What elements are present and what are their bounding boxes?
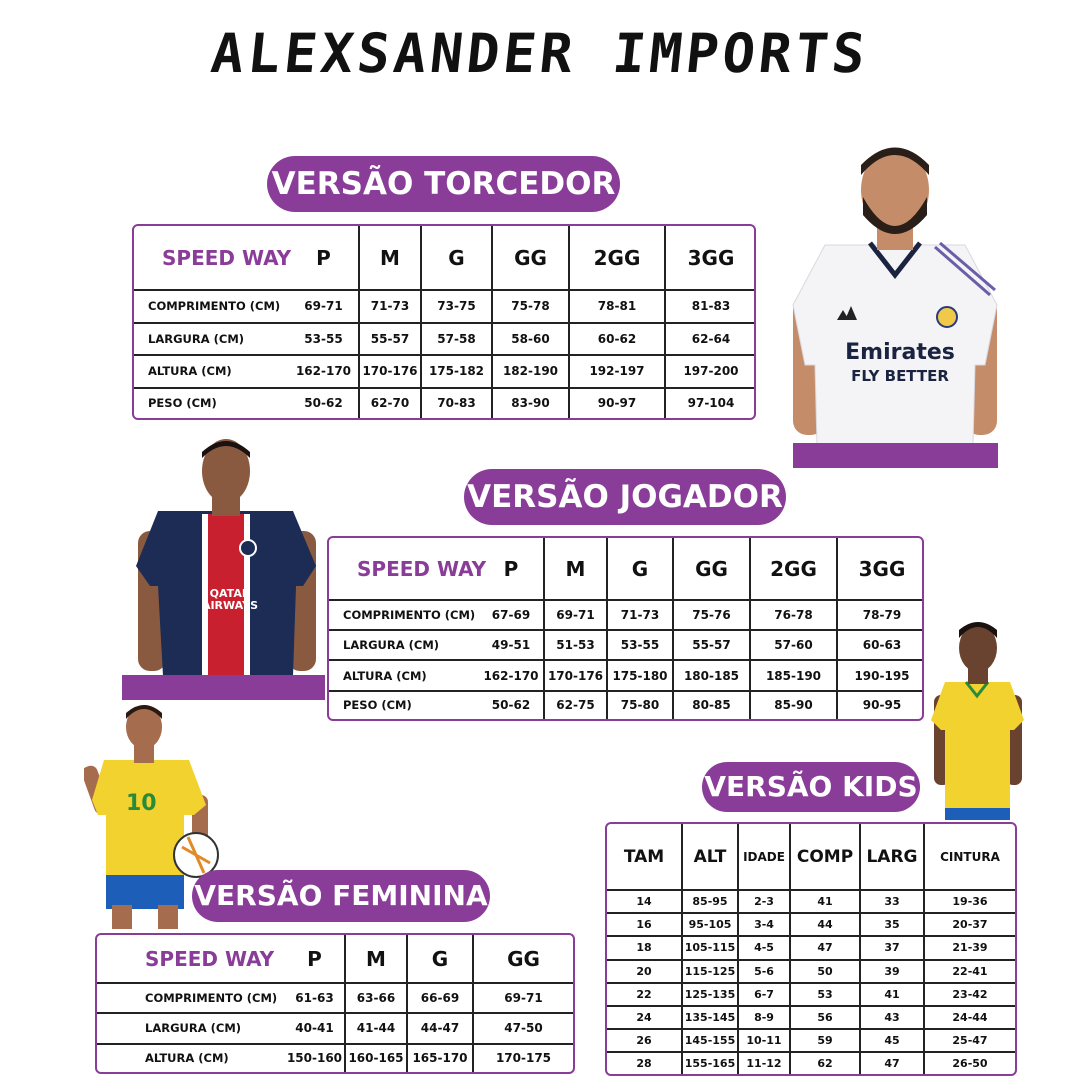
size-value: 71-73 (359, 290, 421, 323)
size-value: 192-197 (569, 355, 665, 388)
size-header: 2GG (569, 226, 665, 290)
kids-cell: 145-155 (682, 1029, 738, 1052)
table-row (329, 660, 924, 690)
size-value: 62-64 (665, 323, 756, 356)
size-header: P (503, 556, 519, 581)
kids-cell: 35 (860, 913, 924, 936)
section-title-kids: VERSÃO KIDS (702, 762, 920, 812)
jersey-sponsor-line1: Emirates (845, 340, 955, 365)
size-value: 78-79 (837, 600, 924, 630)
speedway-label: SPEED WAY (162, 245, 292, 270)
row-label: COMPRIMENTO (CM) (134, 290, 289, 323)
size-header: 3GG (665, 226, 756, 290)
kids-cell: 125-135 (682, 983, 738, 1006)
size-value: 170-176 (544, 660, 607, 690)
table-row (607, 1052, 1015, 1074)
size-value: 53-55 (289, 323, 359, 356)
speedway-label: SPEED WAY (145, 946, 275, 971)
size-value: 69-71 (473, 983, 573, 1013)
size-value: 58-60 (492, 323, 569, 356)
size-value: 49-51 (479, 630, 544, 660)
kids-cell: 28 (607, 1052, 682, 1074)
size-value: 75-78 (492, 290, 569, 323)
kids-cell: 47 (860, 1052, 924, 1074)
table-row (607, 960, 1015, 983)
size-value: 71-73 (607, 600, 673, 630)
size-table-kids (605, 822, 1017, 1076)
kids-cell: 2-3 (738, 890, 790, 913)
size-value: 60-62 (569, 323, 665, 356)
kids-cell: 23-42 (924, 983, 1015, 1006)
size-value: 75-76 (673, 600, 750, 630)
size-value: 55-57 (359, 323, 421, 356)
size-value: 40-41 (285, 1013, 345, 1043)
table-row (607, 913, 1015, 936)
kids-cell: 155-165 (682, 1052, 738, 1074)
row-label: LARGURA (CM) (134, 323, 289, 356)
size-value: 73-75 (421, 290, 492, 323)
size-value: 97-104 (665, 388, 756, 419)
section-title-torcedor: VERSÃO TORCEDOR (267, 156, 620, 212)
size-value: 160-165 (345, 1044, 407, 1072)
size-header: P (307, 946, 322, 971)
size-value: 51-53 (544, 630, 607, 660)
size-value: 62-70 (359, 388, 421, 419)
kids-cell: 45 (860, 1029, 924, 1052)
section-title-jogador: VERSÃO JOGADOR (464, 469, 786, 525)
size-value: 70-83 (421, 388, 492, 419)
player-real-madrid-figure (785, 135, 1005, 445)
size-value: 69-71 (289, 290, 359, 323)
brand-title: ALEXSANDER IMPORTS (208, 22, 872, 85)
row-label: PESO (CM) (329, 691, 479, 719)
kids-cell: 20 (607, 960, 682, 983)
size-value: 175-182 (421, 355, 492, 388)
table-row (329, 630, 924, 660)
kids-cell: 135-145 (682, 1006, 738, 1029)
row-label: ALTURA (CM) (329, 660, 479, 690)
size-value: 75-80 (607, 691, 673, 719)
kids-cell: 4-5 (738, 936, 790, 959)
table-row (134, 323, 756, 356)
table-row (607, 890, 1015, 913)
size-header: G (407, 935, 473, 983)
size-value: 44-47 (407, 1013, 473, 1043)
table-row (97, 983, 573, 1013)
size-table-feminina (95, 933, 575, 1074)
size-value: 150-160 (285, 1044, 345, 1072)
section-title-feminina: VERSÃO FEMININA (192, 870, 490, 922)
kids-cell: 24-44 (924, 1006, 1015, 1029)
size-value: 62-75 (544, 691, 607, 719)
kids-cell: 24 (607, 1006, 682, 1029)
jersey-number: 10 (126, 791, 157, 816)
kids-header: COMP (790, 824, 860, 890)
size-value: 85-90 (750, 691, 837, 719)
size-value: 180-185 (673, 660, 750, 690)
size-header: G (607, 538, 673, 600)
kids-cell: 105-115 (682, 936, 738, 959)
size-value: 55-57 (673, 630, 750, 660)
table-row (134, 388, 756, 419)
size-table-torcedor (132, 224, 756, 420)
table-row (607, 936, 1015, 959)
size-value: 170-175 (473, 1044, 573, 1072)
size-value: 162-170 (479, 660, 544, 690)
kid-brazil-figure (930, 620, 1025, 820)
row-label: LARGURA (CM) (97, 1013, 285, 1043)
kids-cell: 11-12 (738, 1052, 790, 1074)
kids-cell: 59 (790, 1029, 860, 1052)
player-stand-psg (122, 675, 325, 700)
row-label: COMPRIMENTO (CM) (329, 600, 479, 630)
row-label: ALTURA (CM) (97, 1044, 285, 1072)
table-row (134, 290, 756, 323)
size-header: M (359, 226, 421, 290)
size-header: GG (473, 935, 573, 983)
player-psg-figure (128, 436, 323, 676)
size-value: 63-66 (345, 983, 407, 1013)
size-value: 76-78 (750, 600, 837, 630)
kids-cell: 53 (790, 983, 860, 1006)
kids-cell: 44 (790, 913, 860, 936)
size-value: 41-44 (345, 1013, 407, 1043)
size-header: 2GG (750, 538, 837, 600)
size-header: M (544, 538, 607, 600)
size-value: 170-176 (359, 355, 421, 388)
size-table-jogador (327, 536, 924, 721)
kids-cell: 95-105 (682, 913, 738, 936)
kids-cell: 47 (790, 936, 860, 959)
kids-cell: 5-6 (738, 960, 790, 983)
size-value: 90-97 (569, 388, 665, 419)
size-value: 80-85 (673, 691, 750, 719)
size-value: 175-180 (607, 660, 673, 690)
kids-cell: 6-7 (738, 983, 790, 1006)
size-value: 69-71 (544, 600, 607, 630)
table-row (134, 355, 756, 388)
kids-cell: 26-50 (924, 1052, 1015, 1074)
size-value: 50-62 (289, 388, 359, 419)
size-header: 3GG (837, 538, 924, 600)
size-header: GG (673, 538, 750, 600)
size-header: GG (492, 226, 569, 290)
size-value: 47-50 (473, 1013, 573, 1043)
size-value: 81-83 (665, 290, 756, 323)
size-value: 61-63 (285, 983, 345, 1013)
jersey-psg-sponsor: QATAR AIRWAYS (201, 587, 259, 612)
size-header: M (345, 935, 407, 983)
kids-cell: 8-9 (738, 1006, 790, 1029)
size-value: 78-81 (569, 290, 665, 323)
kids-header: TAM (623, 846, 665, 867)
size-value: 90-95 (837, 691, 924, 719)
size-value: 190-195 (837, 660, 924, 690)
table-row (607, 1006, 1015, 1029)
size-value: 57-58 (421, 323, 492, 356)
size-value: 162-170 (289, 355, 359, 388)
size-value: 57-60 (750, 630, 837, 660)
table-row (329, 600, 924, 630)
kids-cell: 25-47 (924, 1029, 1015, 1052)
table-row (607, 983, 1015, 1006)
kids-cell: 16 (607, 913, 682, 936)
kids-cell: 85-95 (682, 890, 738, 913)
row-label: COMPRIMENTO (CM) (97, 983, 285, 1013)
kids-header: CINTURA (924, 824, 1015, 890)
kids-cell: 26 (607, 1029, 682, 1052)
table-row (97, 1013, 573, 1043)
kids-cell: 19-36 (924, 890, 1015, 913)
player-stand-real-madrid (793, 443, 998, 468)
row-label: ALTURA (CM) (134, 355, 289, 388)
kids-cell: 50 (790, 960, 860, 983)
jersey-sponsor-line2: FLY BETTER (851, 367, 949, 385)
table-row (607, 1029, 1015, 1052)
kids-header: LARG (860, 824, 924, 890)
speedway-label: SPEED WAY (357, 556, 487, 581)
kids-cell: 41 (860, 983, 924, 1006)
kids-cell: 14 (607, 890, 682, 913)
size-value: 165-170 (407, 1044, 473, 1072)
size-value: 83-90 (492, 388, 569, 419)
kids-cell: 115-125 (682, 960, 738, 983)
kids-cell: 22 (607, 983, 682, 1006)
kids-cell: 56 (790, 1006, 860, 1029)
kids-cell: 39 (860, 960, 924, 983)
size-value: 60-63 (837, 630, 924, 660)
kids-cell: 20-37 (924, 913, 1015, 936)
size-value: 197-200 (665, 355, 756, 388)
row-label: LARGURA (CM) (329, 630, 479, 660)
kids-cell: 37 (860, 936, 924, 959)
size-value: 67-69 (479, 600, 544, 630)
size-value: 182-190 (492, 355, 569, 388)
size-value: 66-69 (407, 983, 473, 1013)
kids-cell: 22-41 (924, 960, 1015, 983)
kids-cell: 18 (607, 936, 682, 959)
size-value: 53-55 (607, 630, 673, 660)
table-row (97, 1044, 573, 1072)
kids-header: ALT (682, 824, 738, 890)
size-value: 50-62 (479, 691, 544, 719)
table-row (329, 691, 924, 719)
kids-cell: 62 (790, 1052, 860, 1074)
kids-cell: 3-4 (738, 913, 790, 936)
kids-header: IDADE (738, 824, 790, 890)
kids-cell: 10-11 (738, 1029, 790, 1052)
kids-cell: 41 (790, 890, 860, 913)
kids-cell: 43 (860, 1006, 924, 1029)
kids-cell: 21-39 (924, 936, 1015, 959)
kids-cell: 33 (860, 890, 924, 913)
row-label: PESO (CM) (134, 388, 289, 419)
size-header: P (316, 245, 331, 270)
size-value: 185-190 (750, 660, 837, 690)
size-header: G (421, 226, 492, 290)
